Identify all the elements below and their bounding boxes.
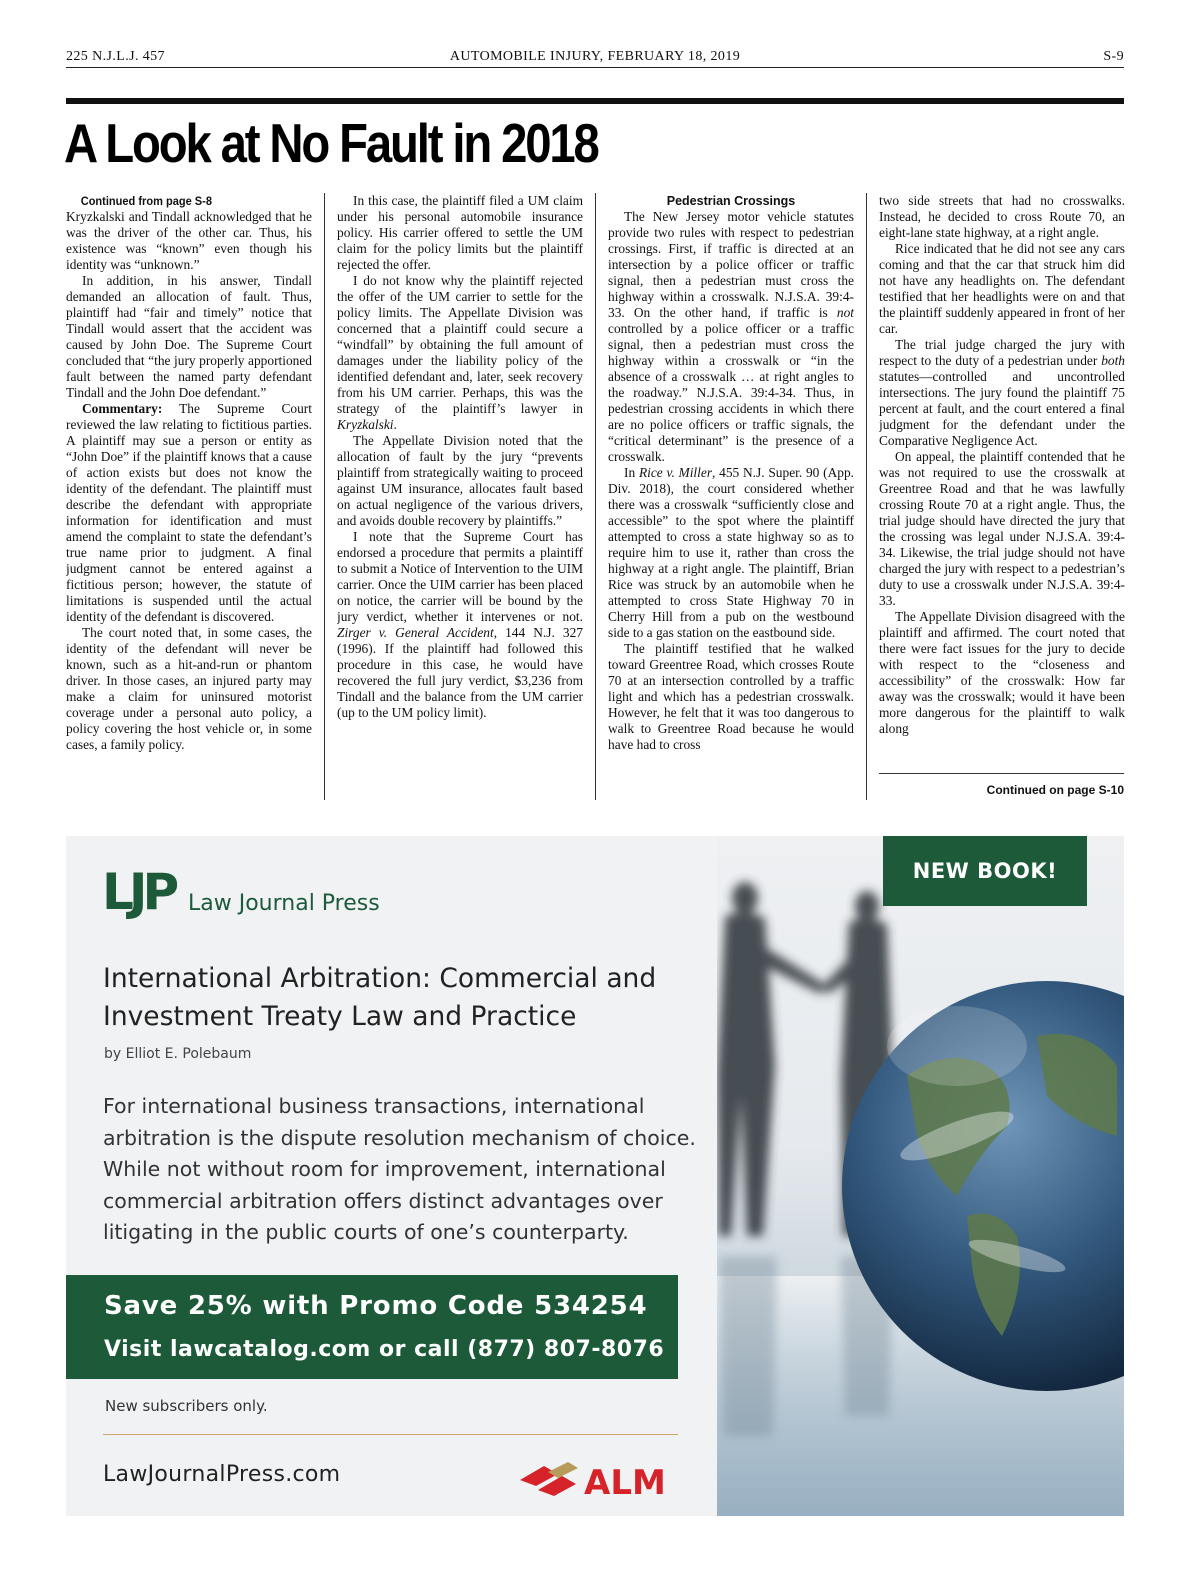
subscribers-note: New subscribers only. bbox=[105, 1397, 268, 1415]
book-advertisement bbox=[66, 836, 1124, 1516]
article-column-3 bbox=[608, 193, 854, 801]
column-divider bbox=[866, 193, 867, 800]
continued-from: Continued from page S-8 bbox=[80, 194, 212, 208]
paragraph bbox=[337, 273, 583, 433]
continued-on: Continued on page S-10 bbox=[986, 783, 1124, 797]
paragraph: In addition, in his answer, Tindall demanded an allocation of fault. Thus, plaintiff had “fair and timely” notice that Tindall would assert that the accident was caused by John Doe. The Supreme Court concluded that “the jury properly apportioned fault between the named party defendant Tindall and the John Doe defendant.” bbox=[66, 273, 312, 400]
title-rule bbox=[66, 98, 1124, 104]
commentary-label: Commentary: bbox=[82, 401, 163, 416]
text-run: controlled by a police officer or a traffic signal, then a pedestrian must cross the highway within a crosswalk or “in the absence of a crosswalk … at right angles to the roadway.” N.J.S.A. 39:4-34. Thus, in pedestrian crossing accidents in which there are no police officers or traffic signals, the “critical determinant” is the presence of a crosswalk. bbox=[608, 321, 854, 464]
case-name: Zirger v. General Accident bbox=[337, 625, 494, 640]
article-title: A Look at No Fault in 2018 bbox=[64, 112, 598, 174]
article-column-4 bbox=[879, 193, 1125, 771]
paragraph bbox=[66, 401, 312, 625]
emphasis: both bbox=[1101, 353, 1125, 368]
paragraph: Rice indicated that he did not see any cars coming and that the car that struck him did not have any headlights on. The defendant testified that her headlights were on and that the plaintiff suddenly appeared in front of her car. bbox=[879, 241, 1125, 336]
paragraph bbox=[879, 337, 1125, 449]
paragraph: two side streets that had no crosswalks. Instead, he decided to cross Route 70, an eight-lane state highway, at a right angle. bbox=[879, 193, 1125, 240]
paragraph: On appeal, the plaintiff contended that he was not required to use the crosswalk at Greentree Road and that he was lawfully crossing Route 70 at a right angle. Thus, the trial judge should have directed the jury that the crossing was legal under N.J.S.A. 39:4-34. Likewise, the trial judge should not have charged the jury with respect to a pedestrian’s duty to use a crosswalk under N.J.S.A. 39:4-33. bbox=[879, 449, 1125, 608]
paragraph: The Appellate Division disagreed with the plaintiff and affirmed. The court noted that there were fact issues for the jury to decide with respect to the “closeness and accessibility” of the crosswalk: How far away was the crosswalk; would it have been more dangerous for the plaintiff to walk along bbox=[879, 609, 1125, 736]
text-run: The trial judge charged the jury with respect to the duty of a pedestrian under bbox=[879, 337, 1125, 368]
website-link[interactable]: LawJournalPress.com bbox=[103, 1462, 341, 1487]
ljp-logo-mark: LJP bbox=[102, 863, 175, 921]
book-blurb: For international business transactions, international arbitration is the dispute resolution mechanism of choice. While not without room for improvement, international commercial arbitration offers distinct advantages over litigating in the public courts of one’s counterparty. bbox=[103, 1094, 696, 1244]
column-divider bbox=[324, 193, 325, 800]
text-run: , 455 N.J. Super. 90 (App. Div. 2018), the court considered whether there was a crosswalk “sufficiently close and accessible” to the spot where the plaintiff attempted to cross a state highway so as to require him to use it, rather than cross the highway at a right angle. The plaintiff, Brian Rice was struck by an automobile when he attempted to cross State Highway 70 in Cherry Hill from a pub on the westbound side to a gas station on the eastbound side. bbox=[608, 465, 854, 640]
paragraph: The plaintiff testified that he walked toward Greentree Road, which crosses Route 70 at an intersection controlled by a traffic light and which has a pedestrian crosswalk. However, he felt that it was too dangerous to walk to Greentree Road because he would have had to cross bbox=[608, 641, 854, 752]
paragraph bbox=[608, 209, 854, 465]
case-name: Kryzkalski bbox=[337, 417, 394, 432]
alm-logo-icon bbox=[518, 1460, 688, 1500]
running-head bbox=[66, 49, 1124, 68]
article-column-2 bbox=[337, 193, 583, 801]
book-title: International Arbitration: Commercial and Investment Treaty Law and Practice bbox=[103, 963, 657, 1032]
citation: 225 N.J.L.J. 457 bbox=[66, 49, 165, 64]
column-divider bbox=[595, 193, 596, 800]
text-run: In bbox=[624, 465, 639, 480]
page-number: S-9 bbox=[1103, 49, 1124, 64]
section-date: AUTOMOBILE INJURY, FEBRUARY 18, 2019 bbox=[449, 49, 741, 64]
promo-banner bbox=[66, 1275, 678, 1379]
text-run: The New Jersey motor vehicle statutes provide two rules with respect to pedestrian crossings. First, if traffic is directed at an intersection by a police officer or traffic signal, then a pedestrian must cross the highway within a crosswalk. N.J.S.A. 39:4-33. On the other hand, if traffic is bbox=[608, 209, 854, 320]
paragraph bbox=[608, 465, 854, 641]
emphasis: not bbox=[836, 305, 854, 320]
promo-code-text: Save 25% with Promo Code 534254 bbox=[104, 1291, 648, 1321]
ad-divider bbox=[103, 1434, 678, 1435]
new-book-badge: NEW BOOK! bbox=[883, 836, 1087, 906]
photo-illustration bbox=[717, 836, 1124, 1516]
paragraph: Kryzkalski and Tindall acknowledged that he was the driver of the other car. Thus, his existence was “known” even though his identity was “unknown.” bbox=[66, 209, 312, 272]
continued-rule bbox=[879, 773, 1124, 774]
ljp-logo-name: Law Journal Press bbox=[188, 891, 380, 916]
text-run: . bbox=[393, 417, 397, 432]
text-run: I note that the Supreme Court has endorsed a procedure that permits a plaintiff to submit a Notice of Intervention to the UIM carrier. Once the UIM carrier has been placed on notice, the carrier will be bound by the jury verdict, whether it intervenes or not. bbox=[337, 529, 583, 624]
promo-contact-text: Visit lawcatalog.com or call (877) 807-8076 bbox=[104, 1337, 665, 1362]
text-run: statutes—controlled and uncontrolled intersections. The jury found the plaintiff 75 percent at fault, and the court entered a final judgment for the defendant under the Comparative Negligence Act. bbox=[879, 369, 1125, 448]
paragraph bbox=[337, 529, 583, 721]
text-run: , 144 N.J. 327 (1996). If the plaintiff had followed this procedure in this case, he would have recovered the full jury verdict, $3,236 from Tindall and the balance from the UM carrier (up to the UM policy limit). bbox=[337, 625, 583, 720]
commentary-text: The Supreme Court reviewed the law relating to fictitious parties. A plaintiff may sue a person or entity as “John Doe” if the plaintiff knows that a cause of action exists but does not know the identity of the defendant. The plaintiff must describe the defendant with appropriate information for identification and must amend the complaint to state the defendant’s true name prior to judgment. A final judgment cannot be entered against a fictitious person; however, the statute of limitations is suspended until the actual identity of the defendant is discovered. bbox=[66, 401, 312, 624]
book-author: by Elliot E. Polebaum bbox=[104, 1046, 252, 1062]
subhead-pedestrian-crossings: Pedestrian Crossings bbox=[666, 194, 796, 208]
case-name: Rice v. Miller bbox=[638, 465, 713, 480]
alm-logo-text: ALM bbox=[584, 1463, 666, 1500]
paragraph: The Appellate Division noted that the allocation of fault by the jury “prevents plaintiff from strategically waiting to proceed against UM insurance, allocates fault based on actual negligence of the various drivers, and avoids double recovery by plaintiffs.” bbox=[337, 433, 583, 528]
handshake-globe-photo bbox=[717, 836, 1124, 1516]
text-run: I do not know why the plaintiff rejected the offer of the UM carrier to settle for the policy limits. The Appellate Division was concerned that a plaintiff could secure a “windfall” by obtaining the full amount of damages under the liability policy of the identified defendant and, later, seek recovery from his UM carrier. Perhaps, this was the strategy of the plaintiff’s lawyer in bbox=[337, 273, 583, 416]
paragraph: The court noted that, in some cases, the identity of the defendant will never be known, such as a hit-and-run or phantom driver. In those cases, an injured party may make a claim for uninsured motorist coverage under a personal auto policy, a policy covering the host vehicle or, in some cases, a family policy. bbox=[66, 625, 312, 752]
article-column-1 bbox=[66, 193, 312, 801]
alm-logo bbox=[518, 1460, 688, 1500]
paragraph: In this case, the plaintiff filed a UM claim under his personal automobile insurance policy. His carrier offered to settle the UM claim for the policy limits but the plaintiff rejected the offer. bbox=[337, 193, 583, 272]
